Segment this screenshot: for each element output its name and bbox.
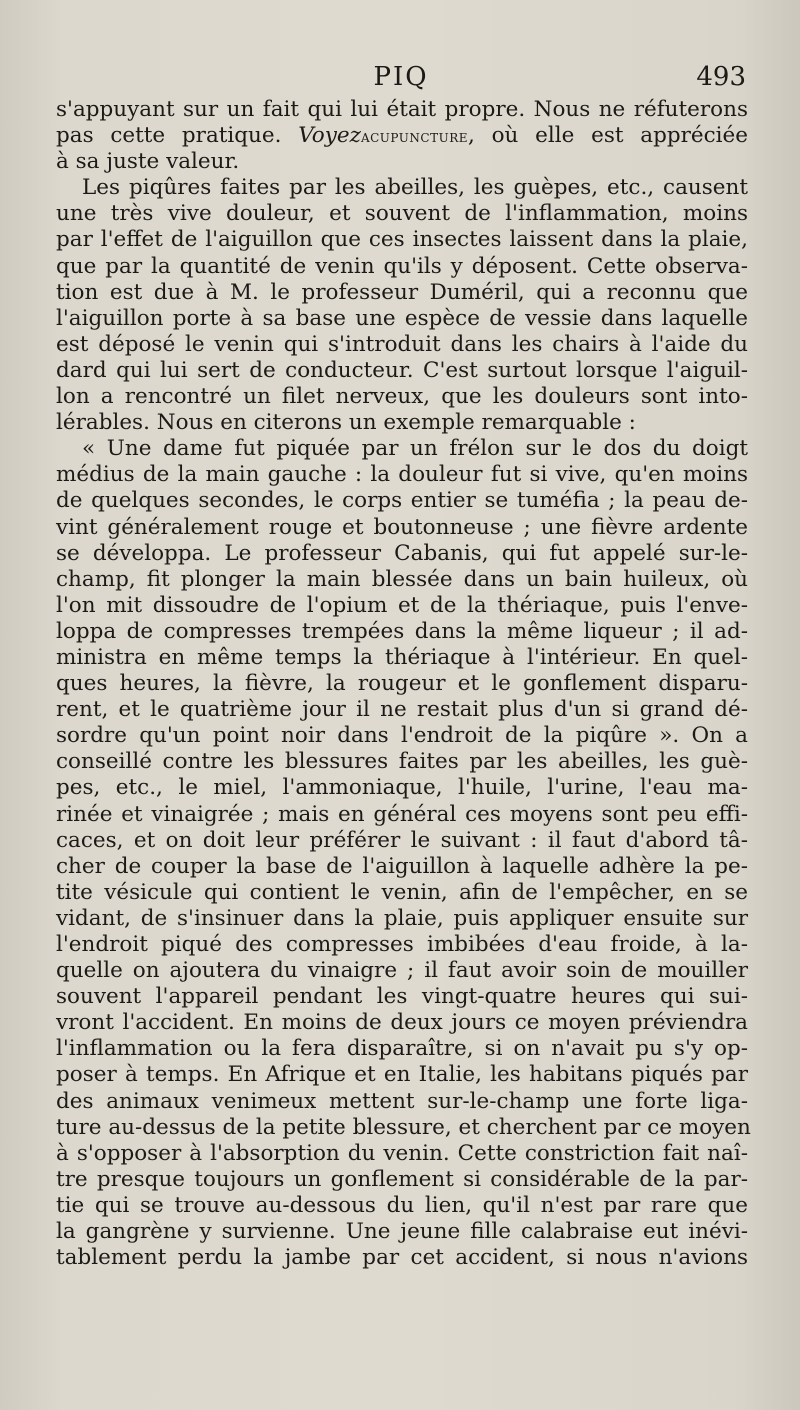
text-line [56,123,748,149]
cross-reference-target: acupuncture [360,127,468,148]
text-line: une très vive douleur, et souvent de l'inflammation, moins [56,201,748,227]
text-line: ture au-dessus de la petite blessure, et cherchent par ce moyen [56,1114,751,1140]
text-line: vidant, de s'insinuer dans la plaie, puis appliquer ensuite sur [56,905,748,931]
text-line: l'aiguillon porte à sa base une espèce de vessie dans laquelle [56,305,748,331]
text-line: tite vésicule qui contient le venin, afin de l'empêcher, en se [56,879,748,905]
paragraph-start-line: « Une dame fut piquée par un frélon sur le dos du doigt [82,436,748,462]
text-line: conseillé contre les blessures faites par les abeilles, les guè- [56,749,748,775]
text-line: de quelques secondes, le corps entier se tuméfia ; la peau de- [56,488,748,514]
text-line: ministra en même temps la thériaque à l'intérieur. En quel- [56,644,748,670]
text-line: cher de couper la base de l'aiguillon à laquelle adhère la pe- [56,853,748,879]
text-span: , où elle est appréciée [467,123,748,149]
text-line: tre presque toujours un gonflement si considérable de la par- [56,1166,748,1192]
text-line: dard qui lui sert de conducteur. C'est surtout lorsque l'aiguil- [56,357,748,383]
text-line: que par la quantité de venin qu'ils y déposent. Cette observa- [56,253,748,279]
running-head: PIQ [373,62,429,92]
text-line: l'inflammation ou la fera disparaître, si on n'avait pu s'y op- [56,1036,748,1062]
text-line: tion est due à M. le professeur Duméril, qui a reconnu que [56,279,748,305]
text-line: se développa. Le professeur Cabanis, qui fut appelé sur-le- [56,540,748,566]
text-line: rent, et le quatrième jour il ne restait plus d'un si grand dé- [56,697,748,723]
text-line: est déposé le venin qui s'introduit dans les chairs à l'aide du [56,331,748,357]
text-line: lon a rencontré un filet nerveux, que les douleurs sont into- [56,384,748,410]
page-number: 493 [696,62,746,92]
text-line: médius de la main gauche : la douleur fut si vive, qu'en moins [56,462,748,488]
text-line: vront l'accident. En moins de deux jours ce moyen préviendra [56,1010,748,1036]
text-line: lérables. Nous en citerons un exemple remarquable : [56,410,636,436]
text-line: quelle on ajoutera du vinaigre ; il faut avoir soin de mouiller [56,958,748,984]
text-line: sordre qu'un point noir dans l'endroit de la piqûre ». On a [56,723,748,749]
text-line: l'endroit piqué des compresses imbibées d'eau froide, à la- [56,932,748,957]
text-line: l'on mit dissoudre de l'opium et de la thériaque, puis l'enve- [56,592,748,618]
text-line: la gangrène y survienne. Une jeune fille calabraise eut inévi- [56,1219,748,1245]
text-line: caces, et on doit leur préférer le suivant : il faut d'abord tâ- [56,827,748,853]
text-line: tie qui se trouve au-dessous du lien, qu'il n'est par rare que [56,1192,748,1218]
text-line: loppa de compresses trempées dans la même liqueur ; il ad- [56,618,748,644]
text-line: ques heures, la fièvre, la rougeur et le gonflement disparu- [56,671,748,697]
text-line: pes, etc., le miel, l'ammoniaque, l'huile, l'urine, l'eau ma- [56,775,748,801]
text-line: champ, fit plonger la main blessée dans un bain huileux, où [56,566,748,592]
text-line: par l'effet de l'aiguillon que ces insectes laissent dans la plaie, [56,227,748,253]
paragraph-start-line: Les piqûres faites par les abeilles, les guèpes, etc., causent [82,175,748,201]
text-line: à sa juste valeur. [56,149,240,175]
text-line: vint généralement rouge et boutonneuse ; une fièvre ardente [56,514,748,540]
text-line: souvent l'appareil pendant les vingt-quatre heures qui sui- [56,984,748,1010]
text-line: tablement perdu la jambe par cet accident, si nous n'avions [56,1245,748,1271]
text-line: à s'opposer à l'absorption du venin. Cette constriction fait naî- [56,1140,748,1166]
text-line: rinée et vinaigrée ; mais en général ces moyens sont peu effi- [56,801,748,827]
text-line: poser à temps. En Afrique et en Italie, les habitans piqués par [56,1062,748,1088]
body-text [56,97,751,1271]
text-span: pas cette pratique. [56,123,282,149]
text-line: s'appuyant sur un fait qui lui était propre. Nous ne réfuterons [56,97,748,122]
page-header [56,62,746,98]
cross-reference-voyez: Voyez [298,123,361,149]
text-line: des animaux venimeux mettent sur-le-champ une forte liga- [56,1088,748,1114]
